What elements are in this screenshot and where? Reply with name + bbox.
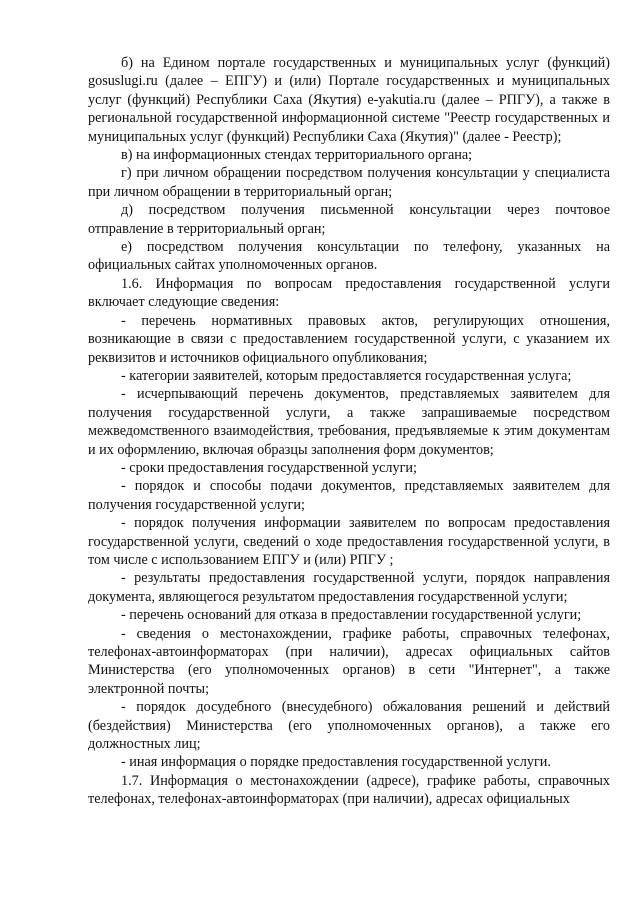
section-1-7: 1.7. Информация о местонахождении (адресе), графике работы, справочных телефонах, телефонах-автоинформаторах (при наличии), адресах официальных [88,772,610,808]
list-item-other: - иная информация о порядке предоставления государственной услуги. [121,754,551,771]
list-item-documents: - исчерпывающий перечень документов, представляемых заявителем для получения государственной услуги, а также запрашиваемые посредством межведомственного взаимодействия, требования, предъявляемые к этим документам и их оформлению, включая образцы заполнения форм документов; [88,386,610,458]
list-item-appeal: - порядок досудебного (внесудебного) обжалования решений и действий (бездействия) Министерства (его уполномоченных органов), а также его должностных лиц; [88,699,610,753]
paragraph-v-stands: в) на информационных стендах территориального органа; [121,147,473,164]
list-item-refusal-grounds: - перечень оснований для отказа в предоставлении государственной услуги; [121,607,582,624]
paragraph-b-portals: б) на Едином портале государственных и муниципальных услуг (функций) gosuslugi.ru (далее – ЕПГУ) и (или) Портале государственных и муниципальных услуг (функций) Республики Саха (Якутия) e-yakutia.ru (далее – РПГУ), а также в региональной государственной информационной системе "Реестр государственных и муниципальных услуг (функций) Республики Саха (Якутия)" (далее - Реестр); [88,55,610,145]
list-item-results: - результаты предоставления государственной услуги, порядок направления документа, являющегося результатом предоставления государственной услуги; [88,570,610,605]
paragraph-d-written: д) посредством получения письменной консультации через почтовое отправление в территориальный орган; [88,202,610,237]
paragraph-e-phone: е) посредством получения консультации по телефону, указанных на официальных сайтах уполномоченных органов. [88,239,610,274]
section-1-6: 1.6. Информация по вопросам предоставления государственной услуги включает следующие сведения: [88,275,610,311]
list-item-applicant-categories: - категории заявителей, которым предоставляется государственная услуга; [121,367,572,384]
list-item-contacts: - сведения о местонахождении, графике работы, справочных телефонах, телефонах-автоинформаторах (при наличии), адресах официальных сайтов Министерства (его уполномоченных органов) в сети "Интернет", а также электронной почты; [88,625,610,697]
list-item-information-procedure: - порядок получения информации заявителем по вопросам предоставления государственной услуги, сведений о ходе предоставления государственной услуги, в том числе с использованием ЕПГУ и (или) РПГУ ; [88,515,610,568]
list-item-deadlines: - сроки предоставления государственной услуги; [121,459,417,476]
list-item-legal-acts: - перечень нормативных правовых актов, регулирующих отношения, возникающие в связи с предоставлением государственной услуги, с указанием их реквизитов и источников официального опубликования; [88,312,610,366]
paragraph-g-personal: г) при личном обращении посредством получения консультации у специалиста при личном обращении в территориальный орган; [88,165,610,200]
list-item-submission: - порядок и способы подачи документов, представляемых заявителем для получения государственной услуги; [88,478,610,513]
